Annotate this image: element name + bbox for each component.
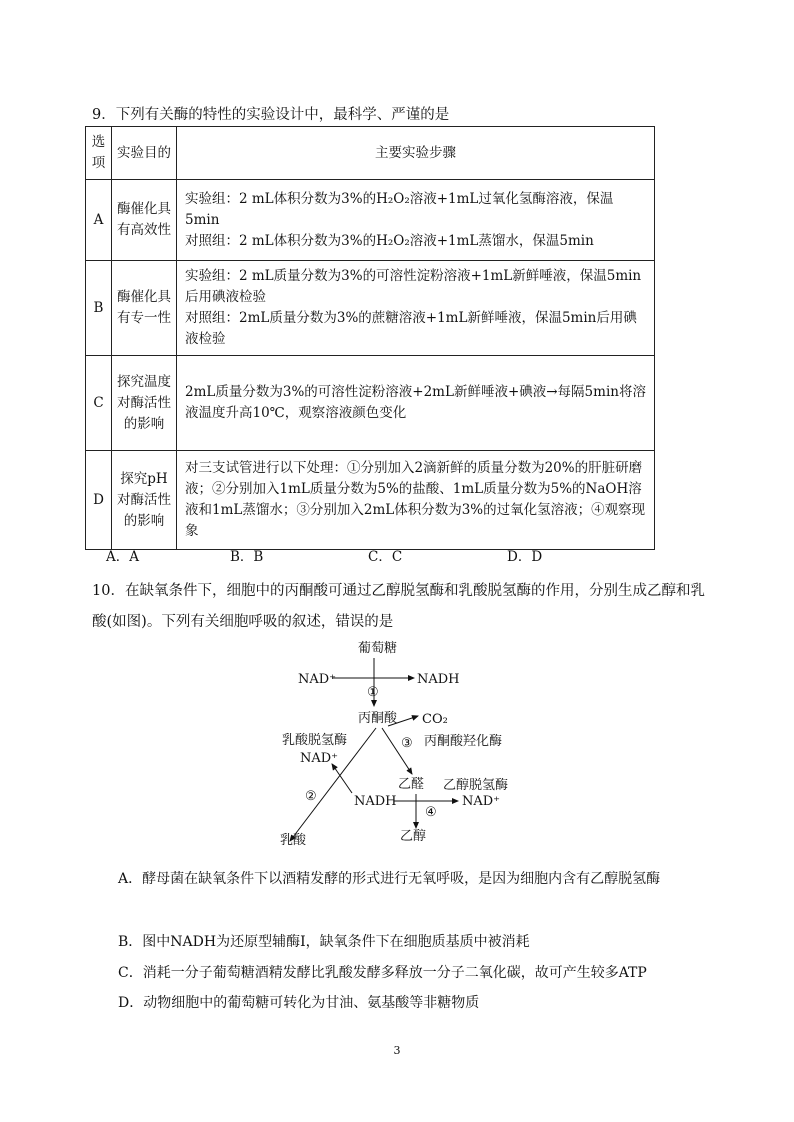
label-nadh: NADH	[417, 672, 460, 687]
label-step-3: ③	[401, 736, 413, 751]
header-aim: 实验目的	[112, 127, 177, 180]
choice-d: D．D	[507, 549, 543, 565]
arrow-nadh-nad	[332, 764, 352, 793]
row-aim: 酶催化具有高效性	[112, 180, 177, 261]
row-aim: 探究pH对酶活性的影响	[112, 451, 177, 550]
label-adh: 乙醇脱氢酶	[443, 778, 509, 793]
row-steps	[177, 261, 655, 356]
label-step-1: ①	[367, 685, 379, 700]
arrow-pyruvate-acetaldehyde	[382, 728, 412, 774]
question-10-option-b: B．图中NADH为还原型辅酶I，缺氧条件下在细胞质基质中被消耗	[118, 934, 530, 950]
row-option: C	[86, 356, 112, 451]
respiration-pathway-diagram	[270, 636, 530, 851]
label-ethanol: 乙醇	[400, 829, 427, 844]
row-steps	[177, 451, 655, 550]
question-9-title: 9．下列有关酶的特性的实验设计中，最科学、严谨的是	[92, 107, 450, 123]
row-steps	[177, 180, 655, 261]
choice-a: A．A	[106, 549, 139, 565]
label-nadh-2: NADH	[354, 794, 397, 809]
step-text: 实验组：2 mL体积分数为3%的H₂O₂溶液+1mL过氧化氢酶溶液，保温5min	[185, 190, 614, 228]
table-header-row	[86, 127, 655, 180]
step-text: 对三支试管进行以下处理：①分别加入2滴新鲜的质量分数为20%的肝脏研磨液；②分别加入1mL质量分数为5%的盐酸、1mL质量分数为5%的NaOH溶液和1mL蒸馏水；③分别加入2mL体积分数为3%的过氧化氢溶液；④观察现象	[185, 460, 646, 539]
label-ldh: 乳酸脱氢酶	[282, 733, 348, 748]
row-steps	[177, 356, 655, 451]
label-nad-plus: NAD⁺	[298, 672, 337, 687]
label-nad-plus-3: NAD⁺	[462, 794, 501, 809]
row-aim: 酶催化具有专一性	[112, 261, 177, 356]
table-row	[86, 451, 655, 550]
choice-b: B．B	[230, 549, 264, 565]
page-number: 3	[393, 1044, 401, 1057]
question-10-option-d: D．动物细胞中的葡萄糖可转化为甘油、氨基酸等非糖物质	[118, 995, 480, 1011]
header-option: 选项	[86, 127, 112, 180]
question-10-option-c: C．消耗一分子葡萄糖酒精发酵比乳酸发酵多释放一分子二氧化碳，故可产生较多ATP	[118, 965, 647, 981]
step-text: 实验组：2 mL质量分数为3%的可溶性淀粉溶液+1mL新鲜唾液，保温5min后用碘液检验	[185, 268, 642, 305]
table-row	[86, 180, 655, 261]
label-co2: CO₂	[422, 712, 448, 727]
table-row	[86, 356, 655, 451]
row-option: B	[86, 261, 112, 356]
table-row	[86, 261, 655, 356]
label-pyruvate: 丙酮酸	[358, 711, 398, 726]
step-text: 对照组：2 mL体积分数为3%的H₂O₂溶液+1mL蒸馏水，保温5min	[185, 232, 594, 249]
step-text: 对照组：2mL质量分数为3%的蔗糖溶液+1mL新鲜唾液，保温5min后用碘液检验	[185, 310, 637, 347]
label-step-2: ②	[305, 789, 317, 804]
choice-c: C．C	[368, 549, 403, 565]
header-steps: 主要实验步骤	[177, 127, 655, 180]
row-aim: 探究温度对酶活性的影响	[112, 356, 177, 451]
question-10-stem: 10．在缺氧条件下，细胞中的丙酮酸可通过乙醇脱氢酶和乳酸脱氢酶的作用，分别生成乙醇和乳酸(如图)。下列有关细胞呼吸的叙述，错误的是	[92, 583, 705, 630]
question-10-option-a: A．酵母菌在缺氧条件下以酒精发酵的形式进行无氧呼吸，是因为细胞内含有乙醇脱氢酶	[118, 871, 661, 887]
label-nad-plus-2: NAD⁺	[300, 751, 339, 766]
row-option: A	[86, 180, 112, 261]
experiment-table	[85, 126, 655, 550]
label-lactate: 乳酸	[280, 833, 307, 848]
label-acetaldehyde: 乙醛	[398, 777, 425, 792]
step-text: 2mL质量分数为3%的可溶性淀粉溶液+2mL新鲜唾液+碘液→每隔5min将溶液温度升高10℃，观察溶液颜色变化	[185, 384, 646, 421]
label-pyruvate-enzyme: 丙酮酸羟化酶	[424, 734, 503, 749]
row-option: D	[86, 451, 112, 550]
label-step-4: ④	[425, 805, 437, 820]
label-glucose: 葡萄糖	[358, 641, 398, 656]
